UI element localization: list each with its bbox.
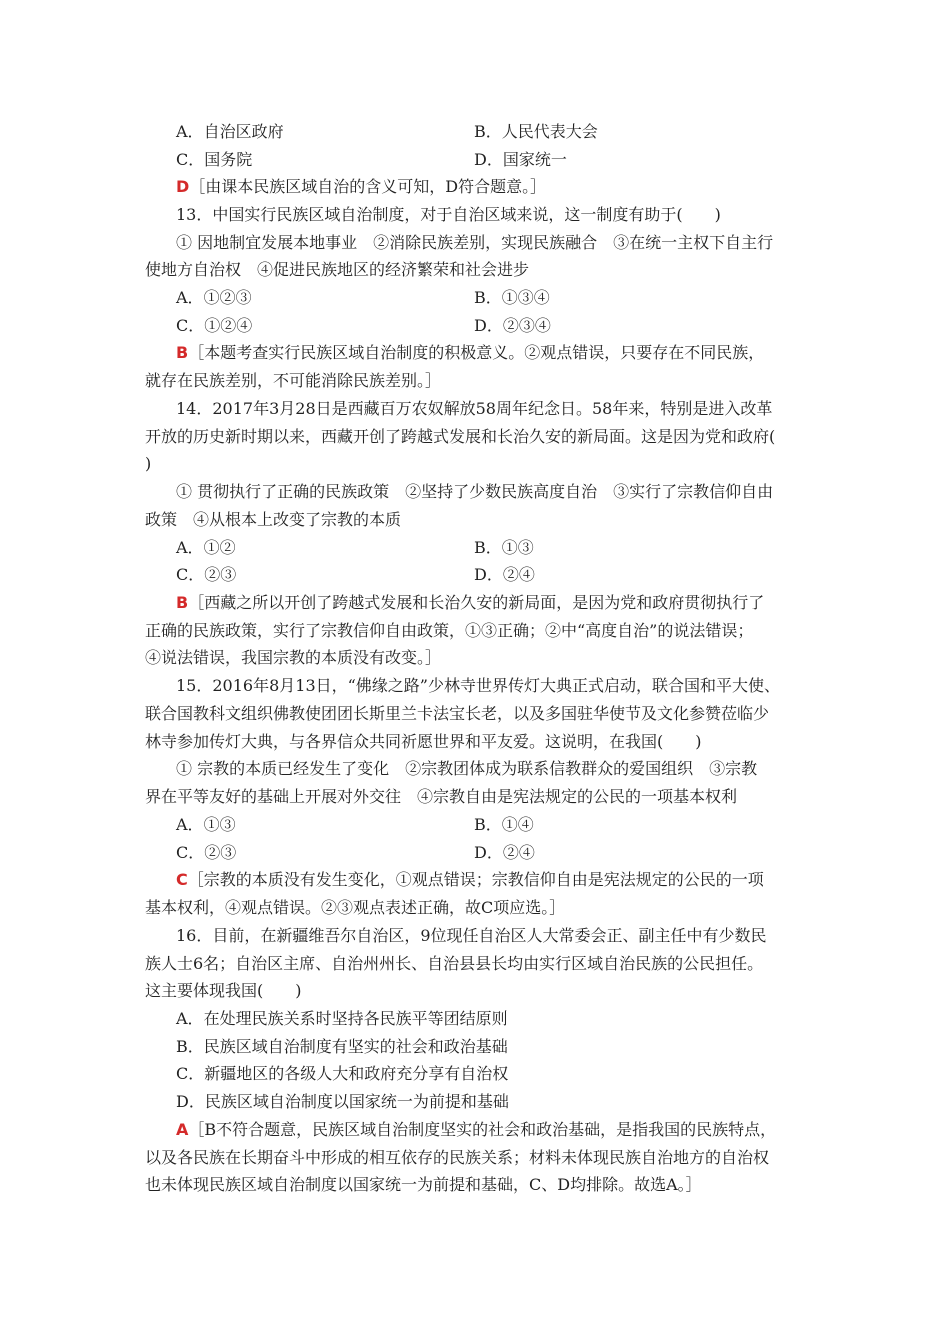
q14-answer: B［西藏之所以开创了跨越式发展和长治久安的新局面，是因为党和政府贯彻执行了 [176, 593, 765, 612]
q13-option-a: A．①②③ [176, 288, 252, 307]
q13-answer-letter: B [176, 343, 189, 362]
q14-items-line1: ① 贯彻执行了正确的民族政策 ②坚持了少数民族高度自治 ③实行了宗教信仰自由 [176, 482, 774, 501]
q15-answer-letter: C [176, 870, 188, 889]
q13-stem: 13．中国实行民族区域自治制度，对于自治区域来说，这一制度有助于( ) [176, 205, 721, 224]
q12-answer-explanation: ［由课本民族区域自治的含义可知，D符合题意。］ [189, 177, 547, 196]
q16-stem-line1: 16．目前，在新疆维吾尔自治区，9位现任自治区人大常委会正、副主任中有少数民 [176, 926, 767, 945]
q16-stem-line2: 族人士6名；自治区主席、自治州州长、自治县县长均由实行区域自治民族的公民担任。 [145, 954, 764, 973]
q15-answer-line2: 基本权利，④观点错误。②③观点表述正确，故C项应选。］ [145, 898, 566, 917]
q14-answer-letter: B [176, 593, 189, 612]
q15-option-c: C．②③ [176, 843, 237, 862]
q15-stem-line1: 15．2016年8月13日，“佛缘之路”少林寺世界传灯大典正式启动，联合国和平大使、 [176, 676, 780, 695]
q16-option-c: C．新疆地区的各级人大和政府充分享有自治权 [176, 1064, 509, 1083]
q14-stem-line2: 开放的历史新时期以来，西藏开创了跨越式发展和长治久安的新局面。这是因为党和政府( [145, 427, 776, 446]
q13-items-line1: ① 因地制宜发展本地事业 ②消除民族差别，实现民族融合 ③在统一主权下自主行 [176, 233, 774, 252]
q12-option-d: D．国家统一 [474, 150, 567, 169]
q13-answer: B［本题考查实行民族区域自治制度的积极意义。②观点错误，只要存在不同民族， [176, 343, 765, 362]
q12-option-c: C．国务院 [176, 150, 253, 169]
q13-option-c: C．①②④ [176, 316, 253, 335]
q14-option-a: A．①② [176, 538, 236, 557]
q16-answer: A［B不符合题意，民族区域自治制度坚实的社会和政治基础，是指我国的民族特点， [176, 1120, 777, 1139]
q13-option-b: B．①③④ [474, 288, 550, 307]
q12-answer-letter: D [176, 177, 190, 196]
q15-stem-line3: 林寺参加传灯大典，与各界信众共同祈愿世界和平友爱。这说明，在我国( ) [145, 732, 702, 751]
q15-option-a: A．①③ [176, 815, 236, 834]
q14-option-b: B．①③ [474, 538, 534, 557]
q14-option-d: D．②④ [474, 565, 535, 584]
q12-option-a: A．自治区政府 [176, 122, 284, 141]
q14-stem-line3: ) [145, 454, 152, 473]
q16-answer-line2: 以及各民族在长期奋斗中形成的相互依存的民族关系；材料未体现民族自治地方的自治权 [145, 1148, 770, 1167]
q15-items-line2: 界在平等友好的基础上开展对外交往 ④宗教自由是宪法规定的公民的一项基本权利 [145, 787, 738, 806]
q16-stem-line3: 这主要体现我国( ) [145, 981, 302, 1000]
q15-stem-line2: 联合国教科文组织佛教使团团长斯里兰卡法宝长老，以及多国驻华使节及文化参赞莅临少 [145, 704, 770, 723]
q14-answer-line3: ④说法错误，我国宗教的本质没有改变。］ [145, 648, 442, 667]
q13-items-line2: 使地方自治权 ④促进民族地区的经济繁荣和社会进步 [145, 260, 530, 279]
q14-items-line2: 政策 ④从根本上改变了宗教的本质 [145, 510, 402, 529]
q16-option-d: D．民族区域自治制度以国家统一为前提和基础 [176, 1092, 509, 1111]
q12-option-b: B．人民代表大会 [474, 122, 598, 141]
q14-stem-line1: 14．2017年3月28日是西藏百万农奴解放58周年纪念日。58年来，特别是进入改革 [176, 399, 773, 418]
q15-answer: C［宗教的本质没有发生变化，①观点错误；宗教信仰自由是宪法规定的公民的一项 [176, 870, 764, 889]
q16-answer-line3: 也未体现民族区域自治制度以国家统一为前提和基础，C、D均排除。故选A。］ [145, 1175, 702, 1194]
q15-items-line1: ① 宗教的本质已经发生了变化 ②宗教团体成为联系信教群众的爱国组织 ③宗教 [176, 759, 758, 778]
q13-option-d: D．②③④ [474, 316, 551, 335]
q13-answer-line2: 就存在民族差别，不可能消除民族差别。］ [145, 371, 442, 390]
q16-answer-letter: A [176, 1120, 189, 1139]
q16-option-b: B．民族区域自治制度有坚实的社会和政治基础 [176, 1037, 508, 1056]
q15-option-d: D．②④ [474, 843, 535, 862]
q14-answer-line2: 正确的民族政策，实行了宗教信仰自由政策，①③正确；②中“高度自治”的说法错误； [145, 621, 754, 640]
q14-option-c: C．②③ [176, 565, 237, 584]
q12-answer [176, 176, 546, 198]
q16-option-a: A．在处理民族关系时坚持各民族平等团结原则 [176, 1009, 508, 1028]
q15-option-b: B．①④ [474, 815, 534, 834]
